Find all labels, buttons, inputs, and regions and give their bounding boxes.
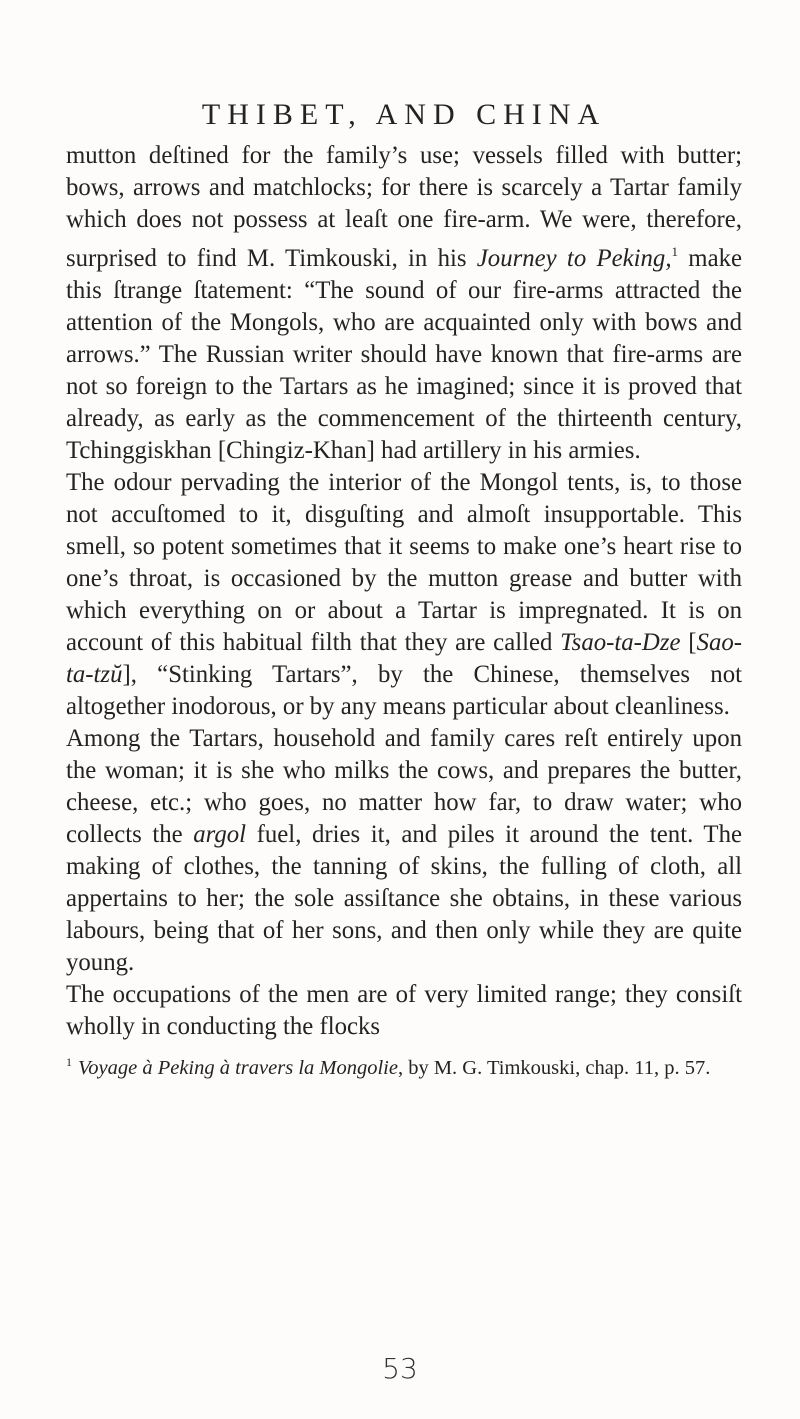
text-run: [ — [680, 629, 697, 656]
paragraph — [66, 467, 742, 723]
text-run: Among the Tartars, household and family cares reſt entirely upon the woman; it is she who milks the cows, and prepares the butter, cheese, etc.; who goes, no matter how far, to draw water; who collects the — [66, 725, 742, 848]
paragraph — [66, 979, 742, 1043]
footnote — [66, 1049, 742, 1082]
running-head: THIBET, AND CHINA — [201, 98, 607, 131]
italic-text: Sao-ta-tzŭ — [66, 629, 742, 688]
italic-text: Journey to Peking — [476, 245, 666, 272]
text-run: The occupations of the men are of very limited range; they consiſt wholly in conducting the flocks — [66, 981, 742, 1040]
text-run: mutton deſtined for the family’s use; vessels filled with butter; bows, arrows and matchlocks; for there is scarcely a Tartar family which does not possess at leaſt one fire-arm. We were, therefore, surprised to find M. Timkouski, in his — [66, 142, 742, 272]
footnote-text — [78, 1057, 710, 1079]
paragraph — [66, 723, 742, 979]
italic-text: Voyage à Peking à travers la Mongolie — [78, 1057, 398, 1079]
text-run: , by M. G. Timkouski, chap. 11, p. 57. — [397, 1057, 711, 1079]
footnote-marker: 1 — [66, 1055, 72, 1069]
paragraph — [66, 140, 742, 467]
italic-text: Tsao-ta-Dze — [560, 629, 681, 656]
text-run: make this ſtrange ſtatement: “The sound of our fire-arms attracted the attention of the Mongols, who are acquainted only with bows and arrows.” The Russian writer should have known that fire-arms are not so foreign to the Tartars as he imagined; since it is proved that already, as early as the commencement of the thirteenth century, Tchinggiskhan [Chingiz-Khan] had artillery in his armies. — [66, 245, 742, 464]
text-run: ], “Stinking Tartars”, by the Chinese, themselves not altogether inodorous, or by any means particular about cleanliness. — [66, 661, 742, 720]
text-run: The odour pervading the interior of the Mongol tents, is, to those not accuſtomed to it, disguſting and almoſt insupportable. This smell, so potent sometimes that it seems to make one’s heart rise to one’s throat, is occasioned by the mutton grease and butter with which everything on or about a Tartar is impregnated. It is on account of this habitual filth that they are called — [66, 469, 742, 656]
page-body — [66, 98, 742, 1082]
footnote-ref: 1 — [671, 244, 679, 259]
italic-text: , — [665, 245, 672, 272]
page-number: 53 — [382, 1352, 418, 1385]
text-run: fuel, dries it, and piles it around the tent. The making of clothes, the tanning of skins, the fulling of cloth, all appertains to her; the sole assiſtance she obtains, in these various labours, being that of her sons, and then only while they are quite young. — [66, 821, 742, 976]
italic-text: argol — [193, 821, 247, 848]
